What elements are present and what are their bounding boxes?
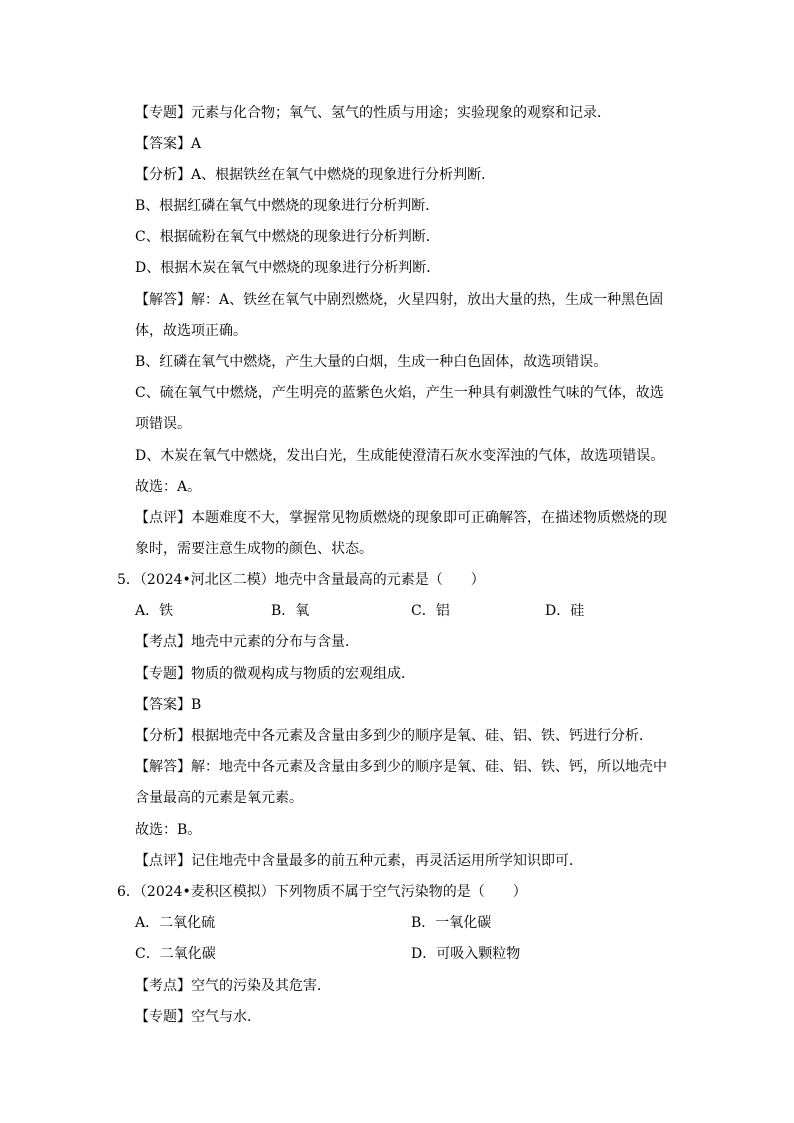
choice-line: 故选：A。 [135, 479, 202, 495]
solution-line: 项错误。 [135, 416, 191, 432]
comment-line: 【点评】记住地壳中含量最多的前五种元素，再灵活运用所学知识即可． [135, 853, 583, 869]
answer-line: 【答案】A [135, 136, 202, 152]
analysis-line: 【分析】A、根据铁丝在氧气中燃烧的现象进行分析判断． [135, 167, 496, 183]
solution-line: 含量最高的元素是氧元素。 [135, 790, 303, 806]
topic-line: 【专题】空气与水． [135, 1009, 261, 1025]
solution-line: C、硫在氧气中燃烧，产生明亮的蓝紫色火焰，产生一种具有刺激性气味的气体，故选 [135, 385, 664, 401]
option-b: B．一氧化碳 [411, 915, 492, 931]
exam-point-line: 【考点】地壳中元素的分布与含量． [135, 634, 359, 650]
solution-line: 【解答】解：地壳中各元素及含量由多到少的顺序是氧、硅、铝、铁、钙，所以地壳中 [135, 759, 667, 775]
choice-line: 故选：B。 [135, 822, 202, 838]
exam-point-line: 【考点】空气的污染及其危害． [135, 978, 331, 994]
solution-line: B、红磷在氧气中燃烧，产生大量的白烟，生成一种白色固体，故选项错误。 [135, 354, 608, 370]
analysis-line: C、根据硫粉在氧气中燃烧的现象进行分析判断． [135, 229, 440, 245]
solution-line: D、木炭在氧气中燃烧，发出白光，生成能使澄清石灰水变浑浊的气体，故选项错误。 [135, 448, 665, 464]
option-c: C．铝 [411, 603, 450, 619]
solution-line: 体，故选项正确。 [135, 323, 247, 339]
topic-line: 【专题】元素与化合物；氧气、氢气的性质与用途；实验现象的观察和记录． [135, 105, 611, 121]
analysis-line: 【分析】根据地壳中各元素及含量由多到少的顺序是氧、硅、铝、铁、钙进行分析． [135, 728, 653, 744]
question-6-stem: 6．（2024•麦积区模拟）下列物质不属于空气污染物的是（ ） [117, 884, 527, 900]
option-a: A．铁 [135, 603, 174, 619]
option-c: C．二氧化碳 [135, 946, 216, 962]
analysis-line: D、根据木炭在氧气中燃烧的现象进行分析判断． [135, 260, 441, 276]
option-d: D．可吸入颗粒物 [411, 946, 521, 962]
option-b: B．氧 [271, 603, 310, 619]
option-d: D．硅 [545, 603, 585, 619]
comment-line: 象时，需要注意生成物的颜色、状态。 [135, 541, 373, 557]
option-a: A．二氧化硫 [135, 915, 216, 931]
analysis-line: B、根据红磷在氧气中燃烧的现象进行分析判断． [135, 198, 440, 214]
answer-line: 【答案】B [135, 697, 202, 713]
comment-line: 【点评】本题难度不大，掌握常见物质燃烧的现象即可正确解答，在描述物质燃烧的现 [135, 510, 667, 526]
question-5-stem: 5．（2024•河北区二模）地壳中含量最高的元素是（ ） [117, 572, 485, 588]
topic-line: 【专题】物质的微观构成与物质的宏观组成． [135, 666, 415, 682]
solution-line: 【解答】解：A、铁丝在氧气中剧烈燃烧，火星四射，放出大量的热，生成一种黑色固 [135, 292, 664, 308]
